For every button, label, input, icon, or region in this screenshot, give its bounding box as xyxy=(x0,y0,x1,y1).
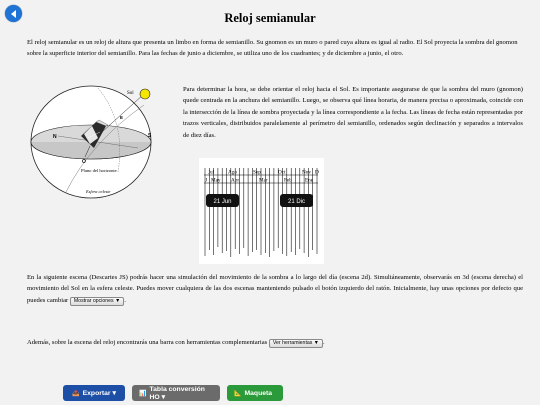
month-label: Oct xyxy=(278,169,286,176)
month-label: Ene xyxy=(305,177,314,184)
conversion-table-button[interactable]: 📊 Tabla conversión HO ▾ xyxy=(132,385,220,401)
north-label: N xyxy=(53,134,57,140)
month-label: Nov xyxy=(302,169,311,176)
month-label: Jul xyxy=(208,169,215,176)
simulation-paragraph: En la siguiente escena (Descartes JS) podrás hacer una simulación del movimiento de la sombra a lo largo del día (escena 2d). Simultáneamente, observarás en 3d (escena derecha) el movimiento del Sol en la esfera celeste. Puedes mover cualquiera de las dos escenas manteniendo pulsado el botón izquierdo del ratón. Inicialmente, hay unas opciones por defecto que puedes cambiar Mostrar opciones ▼ . xyxy=(27,274,523,304)
date-lines-figure xyxy=(199,158,324,264)
ruler-icon: 📐 xyxy=(234,390,242,397)
east-label: E xyxy=(120,115,124,120)
sun-label: Sol xyxy=(127,91,134,96)
upload-icon: 📤 xyxy=(72,390,80,397)
month-label: May xyxy=(211,177,221,184)
sun-icon xyxy=(140,89,150,99)
sphere-label: Esfera celeste xyxy=(86,189,111,194)
dec-marker-label: 21 Dic xyxy=(287,199,306,205)
horizon-label: Plano del horizonte xyxy=(81,168,117,173)
month-label: Ago xyxy=(228,169,237,176)
celestial-sphere-diagram xyxy=(26,82,182,200)
south-label: S xyxy=(148,133,152,139)
intro-paragraph: El reloj semianular es un reloj de altura que presenta un limbo en forma de semianillo. Su gnomon es un muro o pared cuya altura es igual al radio. El Sol proyecta la sombra del gnomon sobre la superficie interior del semianillo. Para las fechas de junio a diciembre, se utiliza uno de los cuadrantes; y de diciembre a junio, el otro. xyxy=(27,39,518,58)
export-button[interactable]: 📤 Exportar ▾ xyxy=(63,385,125,401)
month-label: Abr xyxy=(231,177,240,184)
month-label: J xyxy=(205,177,208,184)
month-label: Sep xyxy=(253,169,261,176)
model-button[interactable]: 📐 Maqueta xyxy=(227,385,283,401)
page-title: Reloj semianular xyxy=(224,11,316,25)
tools-paragraph: Además, sobre la escena del reloj encontrarás una barra con herramientas complementarias Ver herramientas ▼ . xyxy=(27,339,325,346)
instructions-paragraph: Para determinar la hora, se debe orientar el reloj hacia el Sol. Es importante asegurarse de que la sombra del muro (gnomon) quede centrada en la anchura del semianillo. Luego, se observa qué línea horaria, de manera precisa o aproximada, coincide con la intersección de la línea de sombra proyectada y la línea correspondiente a la fecha. Las líneas de fecha están representadas por trazos verticales, distribuidos paralelamente al perímetro del semianillo, ordenados según declinación y separados a intervalos de diez días. xyxy=(183,86,523,139)
month-label: Feb xyxy=(284,177,292,184)
show-options-button[interactable]: Mostrar opciones ▼ xyxy=(70,297,124,306)
west-label: O xyxy=(82,159,86,165)
bottom-toolbar xyxy=(63,385,283,401)
jun-marker-label: 21 Jun xyxy=(213,199,232,205)
show-tools-button[interactable]: Ver herramientas ▼ xyxy=(269,339,323,348)
month-label: D xyxy=(315,169,319,176)
bar-chart-icon: 📊 xyxy=(139,390,147,397)
month-label: Mar xyxy=(259,177,268,184)
